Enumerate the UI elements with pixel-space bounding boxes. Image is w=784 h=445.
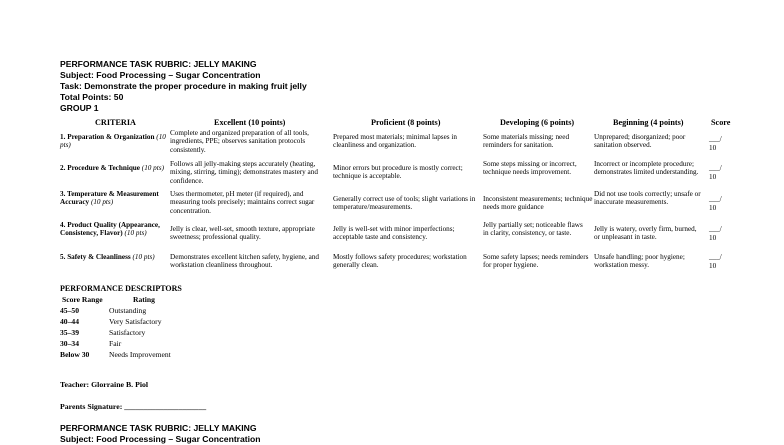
criteria-cell: 5. Safety & Cleanliness (10 pts) <box>60 253 155 261</box>
excellent-cell: Follows all jelly-making steps accurately (heating, mixing, stirring, timing); demonstrates mastery and confidence. <box>170 160 318 185</box>
descriptor-range: 40–44 <box>60 317 79 326</box>
developing-cell: Some safety lapses; needs reminders for proper hygiene. <box>483 253 589 270</box>
proficient-cell: Minor errors but procedure is mostly correct; technique is acceptable. <box>333 164 463 181</box>
descriptor-rating: Needs Improvement <box>109 350 171 359</box>
excellent-cell: Demonstrates excellent kitchen safety, hygiene, and workstation cleanliness throughout. <box>170 253 320 270</box>
criteria-cell: 3. Temperature & Measurement Accuracy (10 pts) <box>60 190 159 207</box>
column-header-proficient: Proficient (8 points) <box>371 118 441 127</box>
descriptors-title: PERFORMANCE DESCRIPTORS <box>60 284 182 293</box>
descriptor-range: 30–34 <box>60 339 79 348</box>
teacher-name: Teacher: Glorraine B. Piol <box>60 380 149 389</box>
developing-cell: Some steps missing or incorrect, technique needs improvement. <box>483 160 577 177</box>
beginning-cell: Unprepared; disorganized; poor sanitation observed. <box>594 133 686 150</box>
descriptor-range: Below 30 <box>60 350 90 359</box>
column-header-developing: Developing (6 points) <box>500 118 575 127</box>
beginning-cell: Did not use tools correctly; unsafe or inaccurate measurements. <box>594 190 701 207</box>
descriptor-rating: Very Satisfactory <box>109 317 162 326</box>
excellent-cell: Jelly is clear, well-set, smooth texture, appropriate sweetness; professional quality. <box>170 225 315 242</box>
score-blank[interactable]: ___/ 10 <box>709 164 722 181</box>
excellent-cell: Complete and organized preparation of all tools, ingredients, PPE; observes sanitation protocols consistently. <box>170 129 309 154</box>
excellent-cell: Uses thermometer, pH meter (if required), and measuring tools precisely; maintains correct sugar concentration. <box>170 190 315 215</box>
descriptor-rating: Satisfactory <box>109 328 146 337</box>
proficient-cell: Generally correct use of tools; slight variations in temperature/measurements. <box>333 195 476 212</box>
developing-cell: Jelly partially set; noticeable flaws in clarity, consistency, or taste. <box>483 221 583 238</box>
beginning-cell: Unsafe handling; poor hygiene; workstation messy. <box>594 253 685 270</box>
task-line: Task: Demonstrate the proper procedure in making fruit jelly <box>60 81 307 91</box>
score-range-header: Score Range <box>62 295 103 304</box>
developing-cell: Some materials missing; need reminders for sanitation. <box>483 133 570 150</box>
rubric-title: PERFORMANCE TASK RUBRIC: JELLY MAKING <box>60 423 257 433</box>
descriptor-range: 45–50 <box>60 306 79 315</box>
proficient-cell: Jelly is well-set with minor imperfections; acceptable taste and consistency. <box>333 225 455 242</box>
score-blank[interactable]: ___/ 10 <box>709 195 722 212</box>
subject-line: Subject: Food Processing – Sugar Concentration <box>60 434 261 444</box>
group-label: GROUP 1 <box>60 103 99 113</box>
descriptor-rating: Fair <box>109 339 122 348</box>
column-header-criteria: CRITERIA <box>95 118 136 127</box>
criteria-cell: 1. Preparation & Organization (10 pts) <box>60 133 166 150</box>
parents-signature-line[interactable]: Parents Signature: _____________________ <box>60 402 207 411</box>
descriptor-rating: Outstanding <box>109 306 147 315</box>
total-points: Total Points: 50 <box>60 92 124 102</box>
proficient-cell: Prepared most materials; minimal lapses in cleanliness and organization. <box>333 133 457 150</box>
score-blank[interactable]: ___/ 10 <box>709 253 722 270</box>
score-blank[interactable]: ___/ 10 <box>709 135 722 152</box>
criteria-cell: 2. Procedure & Technique (10 pts) <box>60 164 164 172</box>
subject-line: Subject: Food Processing – Sugar Concentration <box>60 70 261 80</box>
proficient-cell: Mostly follows safety procedures; workstation generally clean. <box>333 253 467 270</box>
criteria-cell: 4. Product Quality (Appearance, Consistency, Flavor) (10 pts) <box>60 221 160 238</box>
column-header-score: Score <box>711 118 731 127</box>
score-blank[interactable]: ___/ 10 <box>709 225 722 242</box>
rating-header: Rating <box>133 295 155 304</box>
rubric-title: PERFORMANCE TASK RUBRIC: JELLY MAKING <box>60 59 257 69</box>
developing-cell: Inconsistent measurements; technique needs more guidance <box>483 195 593 212</box>
column-header-beginning: Beginning (4 points) <box>613 118 684 127</box>
descriptor-range: 35–39 <box>60 328 79 337</box>
column-header-excellent: Excellent (10 points) <box>214 118 286 127</box>
beginning-cell: Incorrect or incomplete procedure; demonstrates limited understanding. <box>594 160 699 177</box>
beginning-cell: Jelly is watery, overly firm, burned, or unpleasant in taste. <box>594 225 697 242</box>
